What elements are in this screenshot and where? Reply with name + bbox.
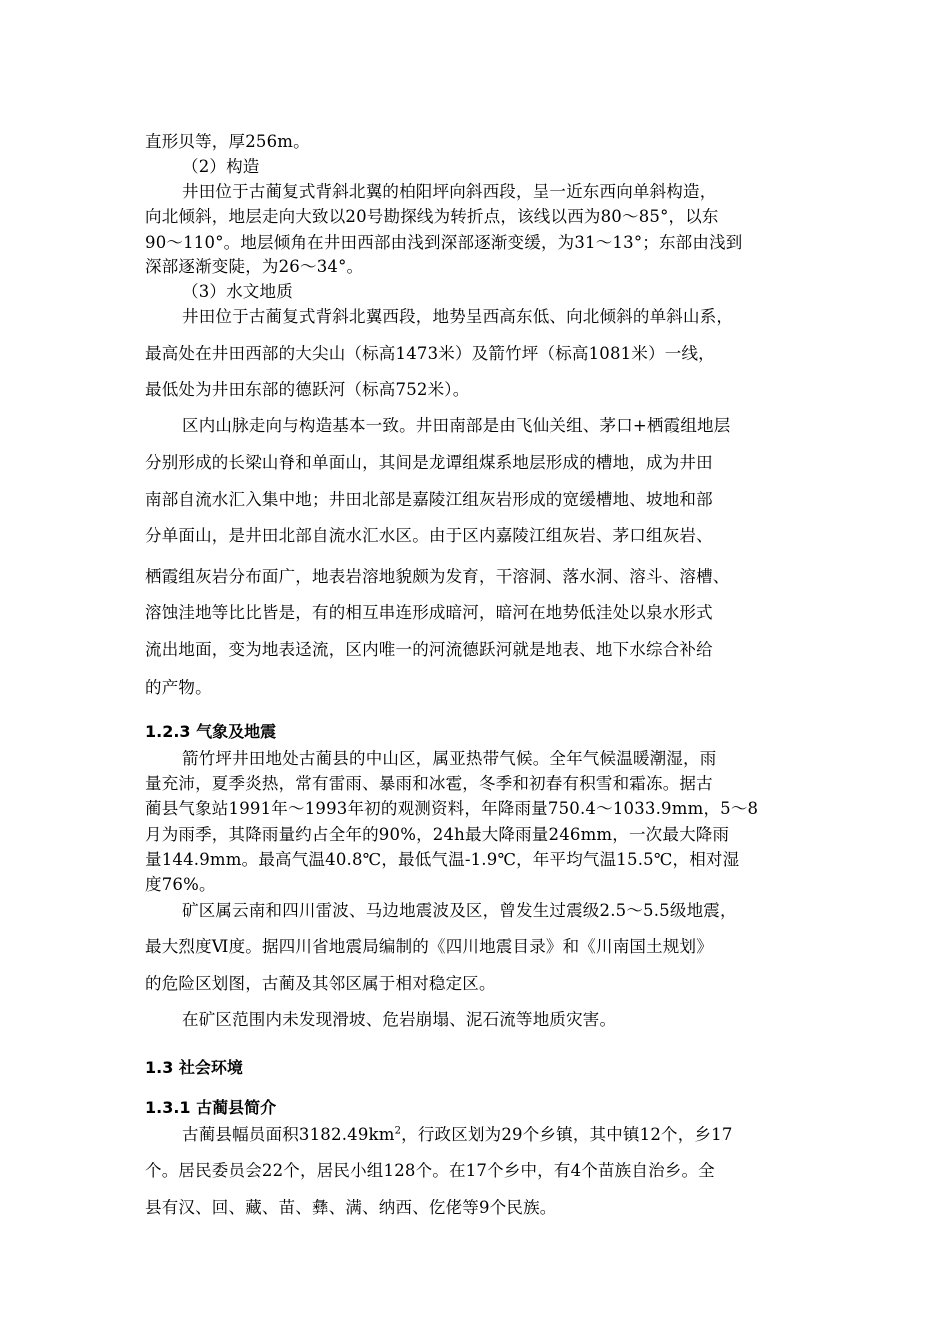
text-line: 在矿区范围内未发现滑坡、危岩崩塌、泥石流等地质灾害。 [182, 1010, 617, 1029]
text-line: 个。居民委员会22个，居民小组128个。在17个乡中，有4个苗族自治乡。全 [145, 1161, 715, 1180]
text-line: 量充沛，夏季炎热，常有雷雨、暴雨和冰雹，冬季和初春有积雪和霜冻。据古 [145, 774, 713, 793]
text-line: 90～110°。地层倾角在井田西部由浅到深部逐渐变缓，为31～13°；东部由浅到 [145, 233, 743, 252]
subsection-title-structure: （2）构造 [182, 157, 260, 176]
text-line: 分单面山，是井田北部自流水汇水区。由于区内嘉陵江组灰岩、茅口组灰岩、 [145, 526, 713, 545]
subsection-heading-gulin: 1.3.1 古蔺县简介 [145, 1098, 277, 1117]
text-line: 最低处为井田东部的德跃河（标高752米）。 [145, 380, 470, 399]
text-line: 量144.9mm。最高气温40.8℃，最低气温-1.9℃，年平均气温15.5℃，相对湿 [145, 850, 740, 869]
text-line: 县有汉、回、藏、苗、彝、满、纳西、仡佬等9个民族。 [145, 1198, 557, 1217]
text-line: 月为雨季，其降雨量约占全年的90%，24h最大降雨量246mm，一次最大降雨 [145, 825, 730, 844]
text-area-before: 古蔺县幅员面积3182.49km [182, 1125, 395, 1144]
text-line: 直形贝等，厚256m。 [145, 132, 310, 151]
section-heading-social: 1.3 社会环境 [145, 1058, 243, 1077]
text-line: 井田位于古蔺复式背斜北翼西段，地势呈西高东低、向北倾斜的单斜山系， [182, 307, 734, 326]
text-line: 井田位于古蔺复式背斜北翼的柏阳坪向斜西段，呈一近东西向单斜构造， [182, 182, 717, 201]
text-line: 分别形成的长梁山脊和单面山，其间是龙谭组煤系地层形成的槽地，成为井田 [145, 453, 713, 472]
text-line: 箭竹坪井田地处古蔺县的中山区，属亚热带气候。全年气候温暖潮湿，雨 [182, 749, 717, 768]
text-line: 流出地面，变为地表迳流，区内唯一的河流德跃河就是地表、地下水综合补给 [145, 640, 713, 659]
text-line: 最高处在井田西部的大尖山（标高1473米）及箭竹坪（标高1081米）一线， [145, 344, 715, 363]
text-line: 溶蚀洼地等比比皆是，有的相互串连形成暗河，暗河在地势低洼处以泉水形式 [145, 603, 713, 622]
text-line: 矿区属云南和四川雷波、马边地震波及区，曾发生过震级2.5～5.5级地震， [182, 901, 737, 920]
text-line: 深部逐渐变陡，为26～34°。 [145, 257, 364, 276]
section-heading-climate: 1.2.3 气象及地震 [145, 722, 277, 741]
text-line: 的产物。 [145, 678, 212, 697]
subsection-title-hydro: （3）水文地质 [182, 282, 293, 301]
text-line: 栖霞组灰岩分布面广，地表岩溶地貌颇为发育，干溶洞、落水洞、溶斗、溶槽、 [145, 567, 730, 586]
superscript-2: 2 [394, 1125, 402, 1137]
text-line: 最大烈度Ⅵ度。据四川省地震局编制的《四川地震目录》和《川南国土规划》 [145, 937, 713, 956]
text-line: 区内山脉走向与构造基本一致。井田南部是由飞仙关组、茅口+栖霞组地层 [182, 416, 731, 435]
text-line: 向北倾斜，地层走向大致以20号勘探线为转折点，该线以西为80～85°，以东 [145, 207, 719, 226]
text-line: 蔺县气象站1991年～1993年初的观测资料，年降雨量750.4～1033.9mm，5～8 [145, 799, 759, 818]
text-line: 南部自流水汇入集中地；井田北部是嘉陵江组灰岩形成的宽缓槽地、坡地和部 [145, 490, 713, 509]
text-line: 的危险区划图，古蔺及其邻区属于相对稳定区。 [145, 974, 496, 993]
text-line: 度76%。 [145, 875, 216, 894]
text-area-after: ，行政区划为29个乡镇，其中镇12个，乡17 [401, 1125, 733, 1144]
text-line-area [182, 1121, 733, 1145]
